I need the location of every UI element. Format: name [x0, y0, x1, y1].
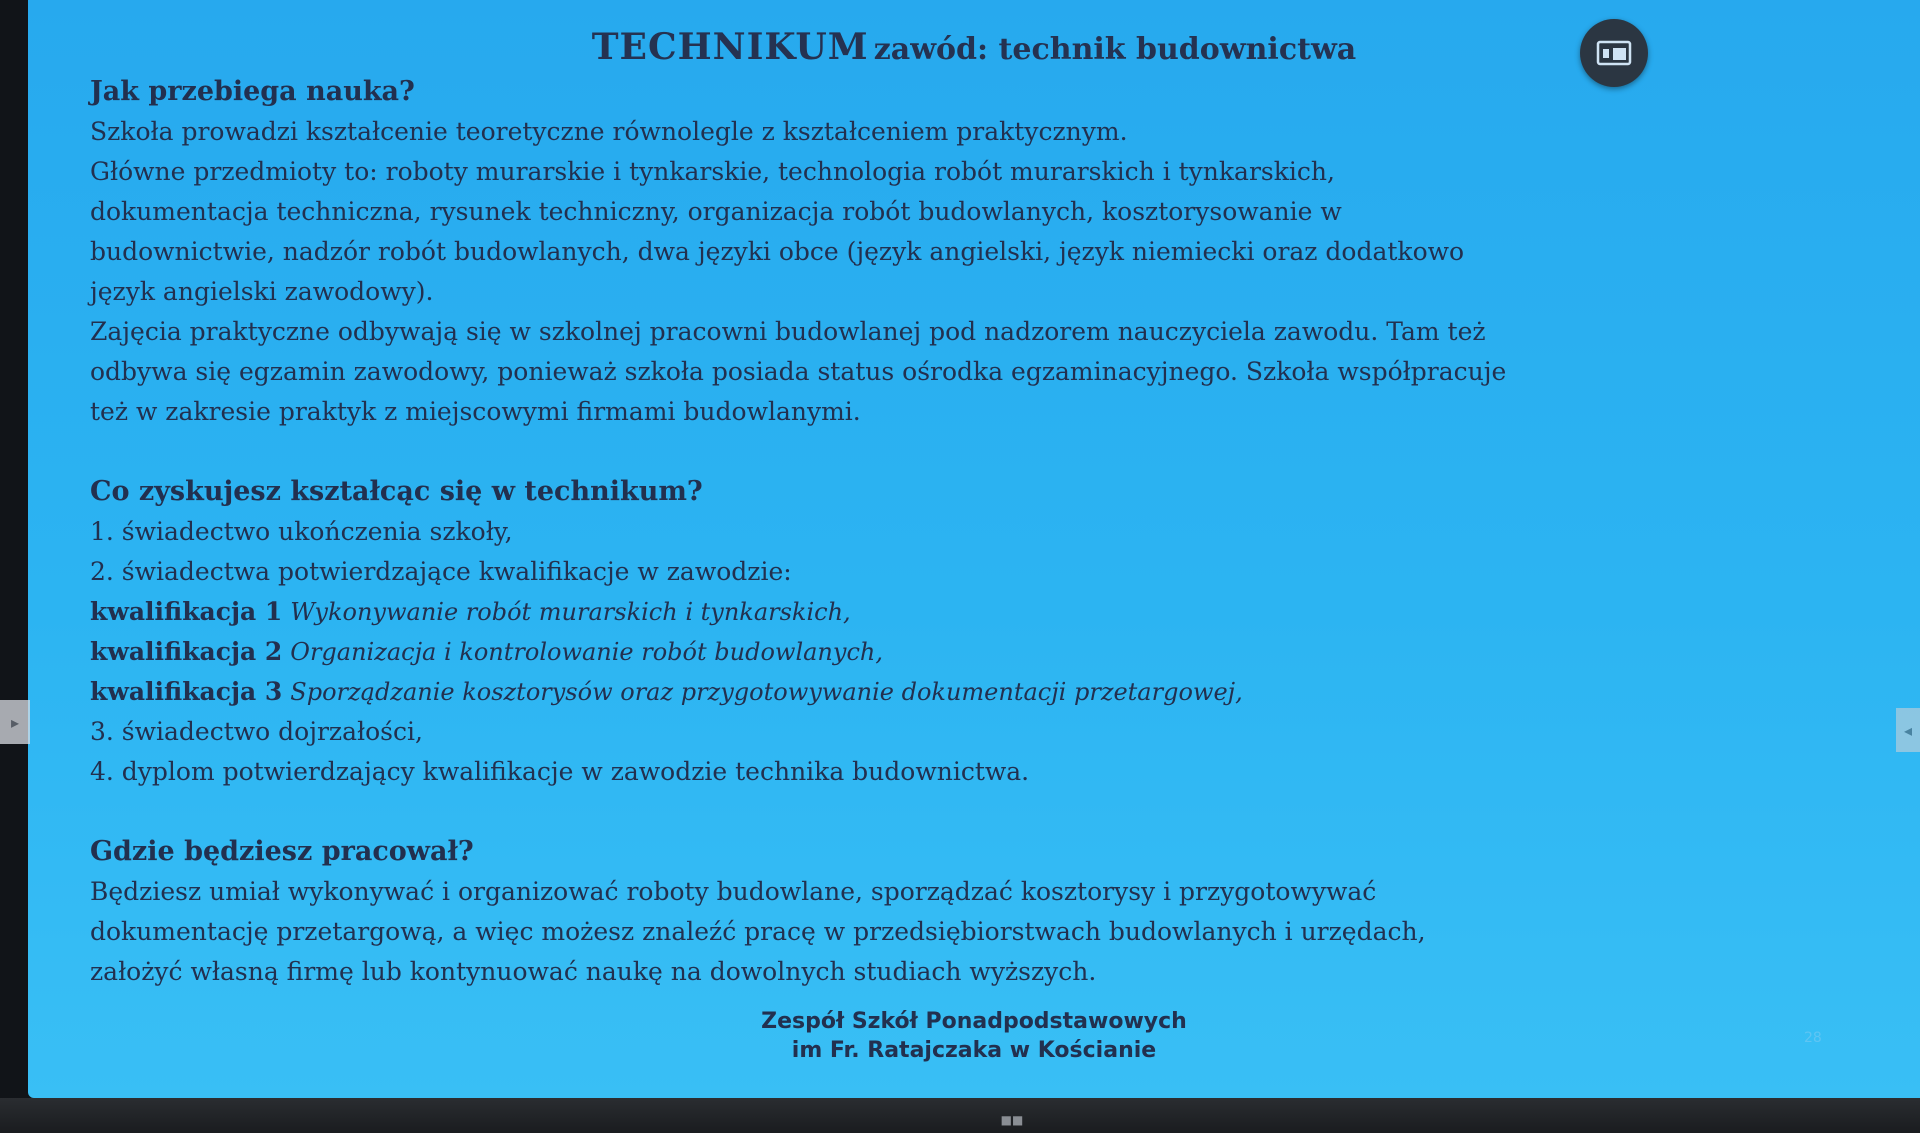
previous-slide-button[interactable]: [0, 700, 30, 744]
school-location: im Fr. Ratajczaka w Kościanie: [791, 1038, 1157, 1063]
qualification-label: kwalifikacja 1: [90, 597, 283, 626]
next-slide-button[interactable]: [1896, 708, 1920, 752]
monitor-logo-icon: ■■: [1000, 1113, 1024, 1127]
text-line: Zajęcia praktyczne odbywają się w szkolnej pracowni budowlanej pod nadzorem nauczyciela zawodu. Tam też: [90, 317, 1486, 346]
qualification-item: [90, 672, 1890, 712]
qualification-label: kwalifikacja 3: [90, 677, 283, 706]
screen-share-icon: [1596, 39, 1632, 67]
slide-number: 28: [1804, 1030, 1822, 1046]
spacer: [90, 432, 1890, 472]
monitor-bezel: [0, 1098, 1920, 1133]
text-line: dokumentacja techniczna, rysunek techniczny, organizacja robót budowlanych, kosztorysowanie w: [90, 197, 1342, 226]
text-line: założyć własną firmę lub kontynuować naukę na dowolnych studiach wyższych.: [90, 957, 1097, 986]
slide-title-main: TECHNIKUM: [591, 26, 869, 68]
list-item: 1. świadectwo ukończenia szkoły,: [90, 517, 513, 546]
list-item: 2. świadectwa potwierdzające kwalifikacje w zawodzie:: [90, 557, 792, 586]
presentation-screen: [28, 0, 1920, 1098]
text-line: też w zakresie praktyk z miejscowymi firmami budowlanymi.: [90, 397, 861, 426]
qualification-text: Organizacja i kontrolowanie robót budowlanych,: [290, 638, 883, 666]
text-line: Główne przedmioty to: roboty murarskie i tynkarskie, technologia robót murarskich i tynkarskich,: [90, 157, 1335, 186]
text-line: dokumentację przetargową, a więc możesz znaleźć pracę w przedsiębiorstwach budowlanych i urzędach,: [90, 917, 1426, 946]
qualification-text: Wykonywanie robót murarskich i tynkarskich,: [290, 598, 851, 626]
qualification-label: kwalifikacja 2: [90, 637, 283, 666]
text-line: Szkoła prowadzi kształcenie teoretyczne równolegle z kształceniem praktycznym.: [90, 117, 1128, 146]
spacer: [90, 792, 1890, 832]
chevron-right-icon: ▸: [10, 712, 20, 732]
text-line: Będziesz umiał wykonywać i organizować roboty budowlane, sporządzać kosztorysy i przygotowywać: [90, 877, 1377, 906]
slide-title-sub: zawód: technik budownictwa: [873, 32, 1357, 67]
chevron-left-icon: ◂: [1903, 720, 1913, 740]
qualification-text: Sporządzanie kosztorysów oraz przygotowywanie dokumentacji przetargowej,: [290, 678, 1243, 706]
section-heading-work: Gdzie będziesz pracował?: [90, 836, 474, 867]
text-line: budownictwie, nadzór robót budowlanych, dwa języki obce (język angielski, język niemiecki oraz dodatkowo: [90, 237, 1465, 266]
section-heading-study: Jak przebiega nauka?: [90, 76, 415, 107]
text-line: odbywa się egzamin zawodowy, ponieważ szkoła posiada status ośrodka egzaminacyjnego. Szkoła współpracuje: [90, 357, 1507, 386]
section-heading-gains: Co zyskujesz kształcąc się w technikum?: [90, 476, 703, 507]
list-item: 3. świadectwo dojrzałości,: [90, 717, 423, 746]
school-name: Zespół Szkół Ponadpodstawowych: [761, 1009, 1187, 1034]
list-item: 4. dyplom potwierdzający kwalifikacje w zawodzie technika budownictwa.: [90, 757, 1030, 786]
qualification-item: [90, 592, 1890, 632]
qualification-item: [90, 632, 1890, 672]
slide-content: [90, 72, 1890, 992]
slide-footer: [28, 1007, 1920, 1065]
text-line: język angielski zawodowy).: [90, 277, 434, 306]
